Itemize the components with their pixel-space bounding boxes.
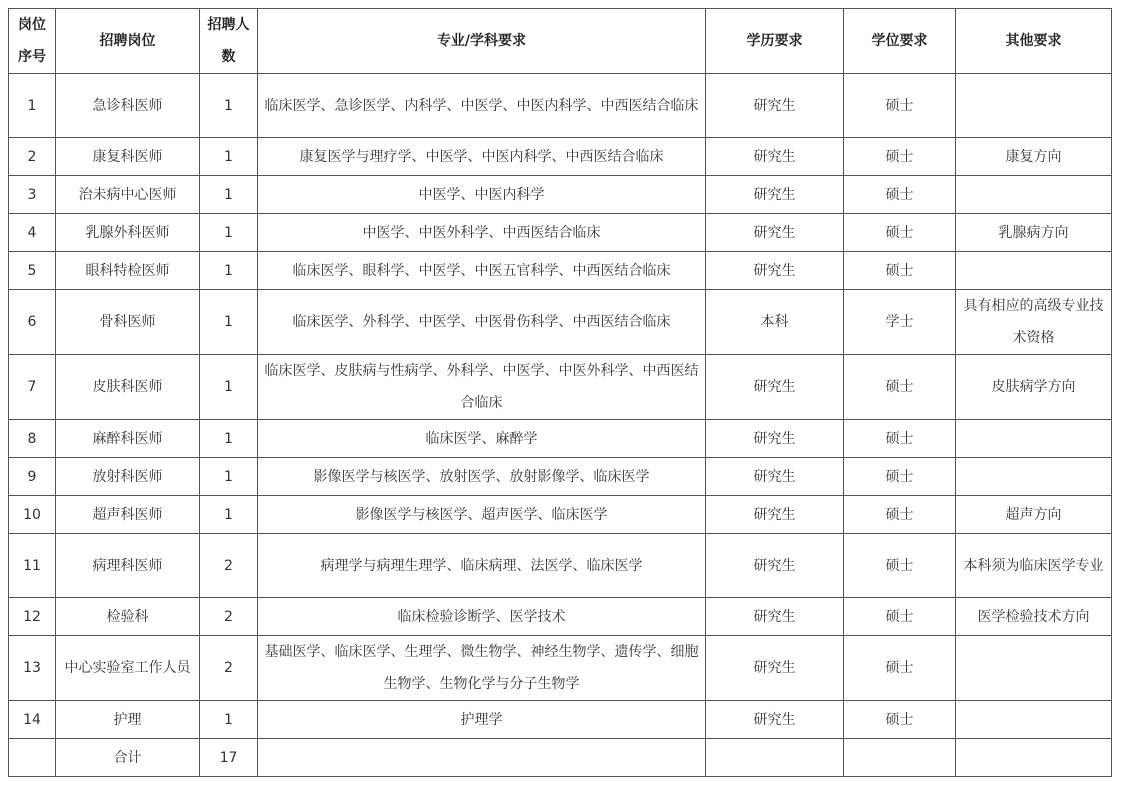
cell-count: 1 <box>200 458 258 496</box>
cell-education: 研究生 <box>706 420 844 458</box>
cell-education: 研究生 <box>706 496 844 534</box>
cell-seq: 4 <box>9 214 56 252</box>
cell-other: 具有相应的高级专业技术资格 <box>956 290 1112 355</box>
cell-count: 1 <box>200 176 258 214</box>
cell-other: 皮肤病学方向 <box>956 355 1112 420</box>
cell-seq: 3 <box>9 176 56 214</box>
cell-count: 1 <box>200 701 258 739</box>
cell-seq: 10 <box>9 496 56 534</box>
cell-major: 临床医学、外科学、中医学、中医骨伤科学、中西医结合临床 <box>258 290 706 355</box>
recruitment-table <box>8 8 1112 777</box>
cell-degree: 硕士 <box>844 534 956 598</box>
table-row <box>9 138 1112 176</box>
cell-education: 研究生 <box>706 138 844 176</box>
cell-major: 临床医学、皮肤病与性病学、外科学、中医学、中医外科学、中西医结合临床 <box>258 355 706 420</box>
cell-degree: 学士 <box>844 290 956 355</box>
table-row <box>9 214 1112 252</box>
header-position: 招聘岗位 <box>56 9 200 74</box>
cell-major: 中医学、中医外科学、中西医结合临床 <box>258 214 706 252</box>
cell-other <box>956 74 1112 138</box>
cell-seq: 11 <box>9 534 56 598</box>
cell-degree: 硕士 <box>844 701 956 739</box>
cell-position: 乳腺外科医师 <box>56 214 200 252</box>
cell-degree: 硕士 <box>844 176 956 214</box>
cell-count: 2 <box>200 534 258 598</box>
total-count: 17 <box>200 739 258 777</box>
cell-position: 护理 <box>56 701 200 739</box>
cell-major: 临床医学、麻醉学 <box>258 420 706 458</box>
cell-education: 研究生 <box>706 252 844 290</box>
cell-other <box>956 701 1112 739</box>
cell-count: 1 <box>200 496 258 534</box>
table-row <box>9 176 1112 214</box>
table-row <box>9 636 1112 701</box>
cell-education: 研究生 <box>706 701 844 739</box>
cell-degree: 硕士 <box>844 74 956 138</box>
cell-education: 研究生 <box>706 458 844 496</box>
table-row <box>9 458 1112 496</box>
cell-count: 1 <box>200 290 258 355</box>
cell-other <box>956 420 1112 458</box>
cell-education: 本科 <box>706 290 844 355</box>
cell-major: 影像医学与核医学、超声医学、临床医学 <box>258 496 706 534</box>
cell-other: 本科须为临床医学专业 <box>956 534 1112 598</box>
cell-seq: 9 <box>9 458 56 496</box>
table-row <box>9 496 1112 534</box>
cell-education: 研究生 <box>706 355 844 420</box>
cell-seq: 8 <box>9 420 56 458</box>
cell-education: 研究生 <box>706 534 844 598</box>
cell-major: 病理学与病理生理学、临床病理、法医学、临床医学 <box>258 534 706 598</box>
table-row <box>9 355 1112 420</box>
cell-seq: 1 <box>9 74 56 138</box>
table-row <box>9 252 1112 290</box>
cell-education: 研究生 <box>706 214 844 252</box>
header-other: 其他要求 <box>956 9 1112 74</box>
total-empty-other <box>956 739 1112 777</box>
cell-major: 护理学 <box>258 701 706 739</box>
cell-other <box>956 458 1112 496</box>
cell-seq: 2 <box>9 138 56 176</box>
cell-degree: 硕士 <box>844 420 956 458</box>
cell-count: 1 <box>200 355 258 420</box>
cell-other: 康复方向 <box>956 138 1112 176</box>
cell-seq: 12 <box>9 598 56 636</box>
table-body <box>9 74 1112 739</box>
cell-degree: 硕士 <box>844 458 956 496</box>
cell-count: 1 <box>200 214 258 252</box>
header-count: 招聘人数 <box>200 9 258 74</box>
cell-other: 超声方向 <box>956 496 1112 534</box>
cell-major: 影像医学与核医学、放射医学、放射影像学、临床医学 <box>258 458 706 496</box>
header-education: 学历要求 <box>706 9 844 74</box>
total-empty-major <box>258 739 706 777</box>
cell-position: 皮肤科医师 <box>56 355 200 420</box>
cell-other: 乳腺病方向 <box>956 214 1112 252</box>
cell-major: 临床检验诊断学、医学技术 <box>258 598 706 636</box>
total-label: 合计 <box>56 739 200 777</box>
cell-degree: 硕士 <box>844 214 956 252</box>
cell-position: 放射科医师 <box>56 458 200 496</box>
cell-major: 临床医学、急诊医学、内科学、中医学、中医内科学、中西医结合临床 <box>258 74 706 138</box>
table-row <box>9 534 1112 598</box>
cell-count: 1 <box>200 252 258 290</box>
cell-seq: 14 <box>9 701 56 739</box>
table-row <box>9 420 1112 458</box>
cell-major: 基础医学、临床医学、生理学、微生物学、神经生物学、遗传学、细胞生物学、生物化学与分子生物学 <box>258 636 706 701</box>
cell-count: 1 <box>200 420 258 458</box>
header-major: 专业/学科要求 <box>258 9 706 74</box>
cell-position: 治未病中心医师 <box>56 176 200 214</box>
cell-education: 研究生 <box>706 176 844 214</box>
table-row <box>9 74 1112 138</box>
total-empty-degree <box>844 739 956 777</box>
cell-major: 康复医学与理疗学、中医学、中医内科学、中西医结合临床 <box>258 138 706 176</box>
cell-seq: 7 <box>9 355 56 420</box>
cell-position: 病理科医师 <box>56 534 200 598</box>
table-row <box>9 290 1112 355</box>
cell-degree: 硕士 <box>844 598 956 636</box>
cell-other <box>956 252 1112 290</box>
cell-education: 研究生 <box>706 636 844 701</box>
cell-degree: 硕士 <box>844 138 956 176</box>
cell-position: 中心实验室工作人员 <box>56 636 200 701</box>
cell-position: 眼科特检医师 <box>56 252 200 290</box>
cell-count: 2 <box>200 636 258 701</box>
cell-seq: 13 <box>9 636 56 701</box>
cell-degree: 硕士 <box>844 355 956 420</box>
table-row <box>9 598 1112 636</box>
cell-other: 医学检验技术方向 <box>956 598 1112 636</box>
cell-position: 骨科医师 <box>56 290 200 355</box>
cell-education: 研究生 <box>706 598 844 636</box>
header-degree: 学位要求 <box>844 9 956 74</box>
total-seq-cell <box>9 739 56 777</box>
table-row <box>9 701 1112 739</box>
cell-position: 超声科医师 <box>56 496 200 534</box>
cell-major: 中医学、中医内科学 <box>258 176 706 214</box>
cell-major: 临床医学、眼科学、中医学、中医五官科学、中西医结合临床 <box>258 252 706 290</box>
cell-degree: 硕士 <box>844 636 956 701</box>
cell-seq: 5 <box>9 252 56 290</box>
total-row <box>9 739 1112 777</box>
header-seq: 岗位序号 <box>9 9 56 74</box>
cell-count: 1 <box>200 74 258 138</box>
cell-position: 康复科医师 <box>56 138 200 176</box>
cell-degree: 硕士 <box>844 496 956 534</box>
cell-position: 检验科 <box>56 598 200 636</box>
cell-count: 2 <box>200 598 258 636</box>
cell-position: 急诊科医师 <box>56 74 200 138</box>
cell-other <box>956 636 1112 701</box>
cell-other <box>956 176 1112 214</box>
cell-degree: 硕士 <box>844 252 956 290</box>
header-row <box>9 9 1112 74</box>
cell-education: 研究生 <box>706 74 844 138</box>
cell-position: 麻醉科医师 <box>56 420 200 458</box>
total-empty-education <box>706 739 844 777</box>
cell-seq: 6 <box>9 290 56 355</box>
cell-count: 1 <box>200 138 258 176</box>
